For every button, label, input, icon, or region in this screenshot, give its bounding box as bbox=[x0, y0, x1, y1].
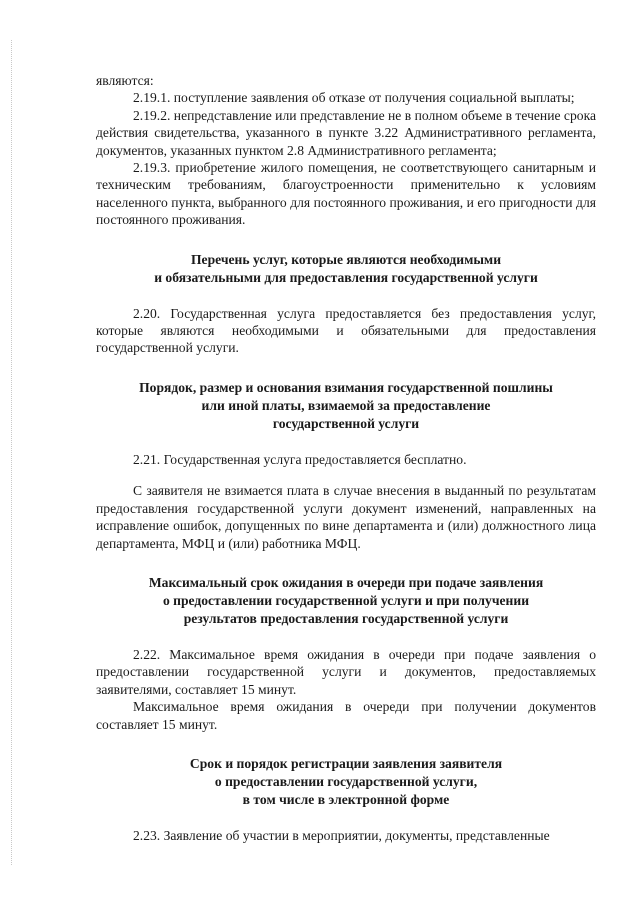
spacer bbox=[96, 468, 596, 482]
paragraph-2-22: 2.22. Максимальное время ожидания в очереди при подаче заявления о предоставлении государственной услуги и документов, предоставляемых заявителями, составляет 15 минут. bbox=[96, 646, 596, 697]
heading-line: в том числе в электронной форме bbox=[242, 791, 450, 807]
heading-line: о предоставлении государственной услуги и при получении bbox=[162, 592, 530, 608]
paragraph-no-fee: С заявителя не взимается плата в случае внесения в выданный по результатам предоставления государственной услуги документ изменений, направленных на исправление ошибок, допущенных по вине департамента и (или) должностного лица департамента, МФЦ и (или) работника МФЦ. bbox=[96, 483, 596, 551]
paragraph-2-19-3: 2.19.3. приобретение жилого помещения, не соответствующего санитарным и техническим требованиям, благоустроенности применительно к условиям населенного пункта, выбранного для постоянного проживания, и его пригодности для постоянного проживания. bbox=[96, 160, 596, 228]
heading-line: Срок и порядок регистрации заявления заявителя bbox=[189, 755, 503, 771]
paragraph-2-19-1: 2.19.1. поступление заявления об отказе от получения социальной выплаты; bbox=[133, 90, 575, 106]
heading-required-services bbox=[96, 251, 596, 287]
paragraph-2-19-2: 2.19.2. непредставление или представление не в полном объеме в течение срока действия свидетельства, указанного в пункте 3.22 Административного регламента, документов, указанных пунктом 2.8 Административного регламента; bbox=[96, 107, 596, 158]
heading-line: и обязательными для предоставления государственной услуги bbox=[154, 269, 538, 285]
heading-line: Максимальный срок ожидания в очереди при подаче заявления bbox=[148, 574, 544, 590]
heading-line: Порядок, размер и основания взимания государственной пошлины bbox=[139, 379, 553, 395]
heading-state-fee bbox=[96, 379, 596, 433]
paragraph-2-20: 2.20. Государственная услуга предоставляется без предоставления услуг, которые являются необходимыми и обязательными для предоставления государственной услуги. bbox=[96, 305, 596, 356]
heading-line: о предоставлении государственной услуги, bbox=[214, 773, 478, 789]
paragraph-queue-documents: Максимальное время ожидания в очереди при получении документов составляет 15 минут. bbox=[96, 699, 596, 732]
paragraph-2-23: 2.23. Заявление об участии в мероприятии, документы, представленные bbox=[133, 827, 550, 843]
heading-line: государственной услуги bbox=[272, 415, 420, 431]
heading-queue-time bbox=[96, 574, 596, 628]
heading-line: или иной платы, взимаемой за предоставление bbox=[201, 397, 491, 413]
paragraph-2-21: 2.21. Государственная услуга предоставляется бесплатно. bbox=[133, 451, 467, 467]
heading-registration bbox=[96, 755, 596, 809]
paragraph-intro: являются: bbox=[96, 73, 154, 88]
heading-line: результатов предоставления государственной услуги bbox=[183, 610, 509, 626]
heading-line: Перечень услуг, которые являются необходимыми bbox=[190, 251, 502, 267]
